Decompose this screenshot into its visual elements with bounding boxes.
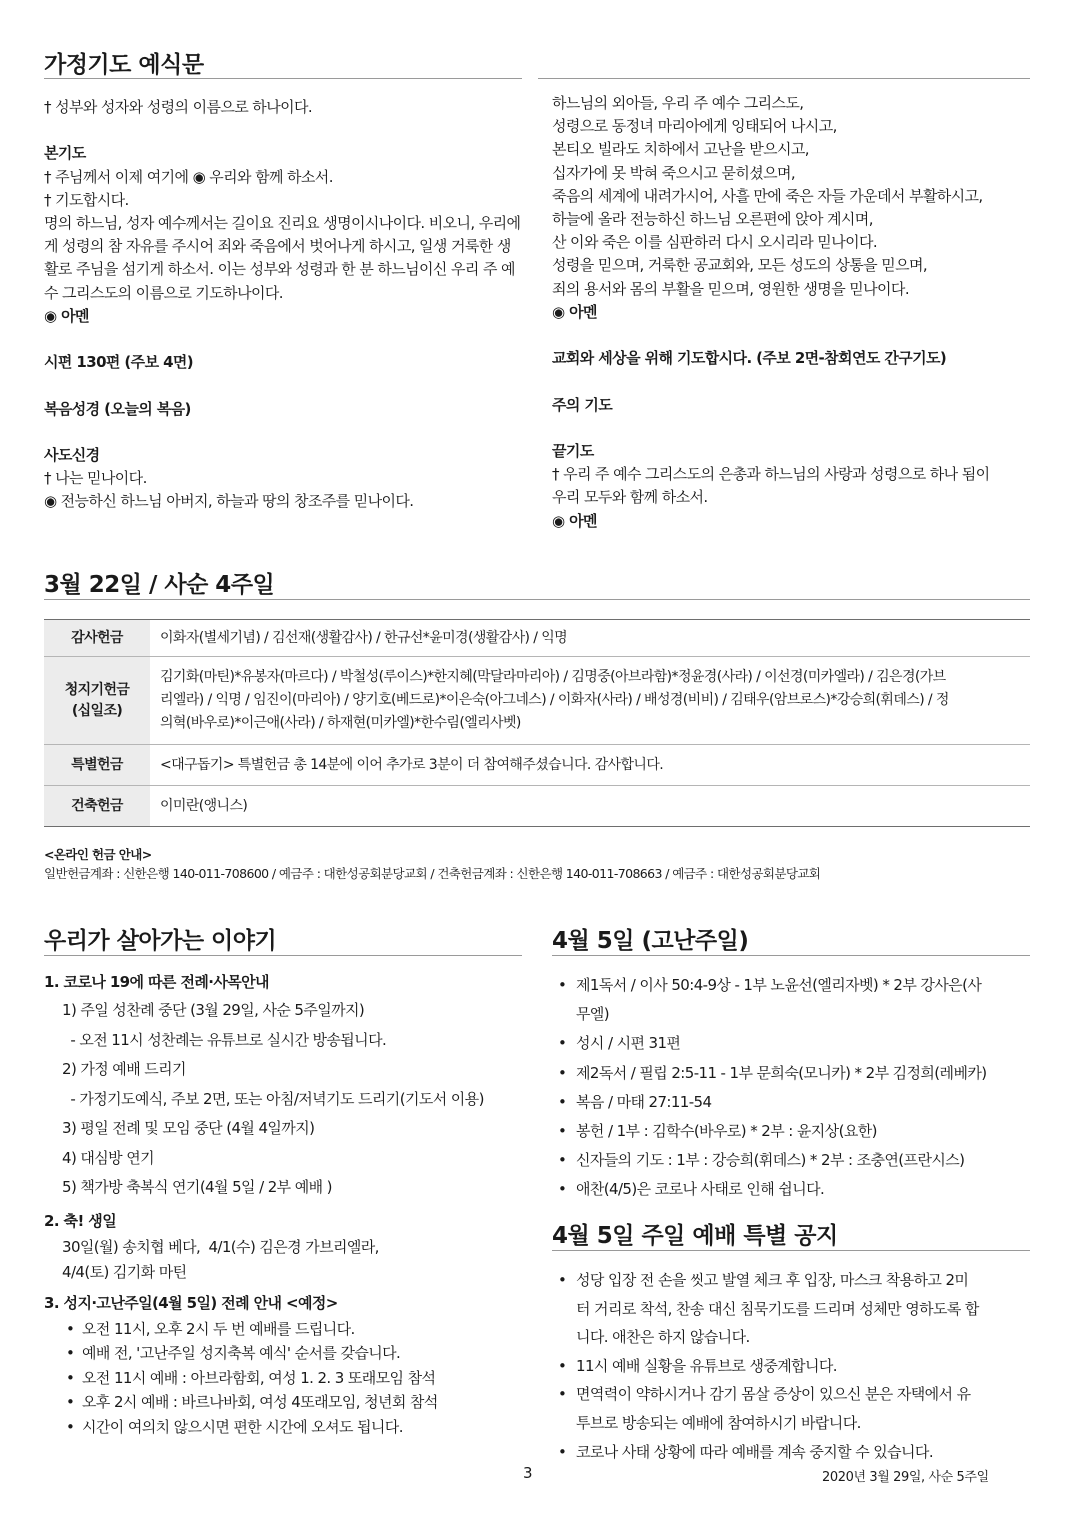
list-item-text: 성시 / 시편 31편	[576, 1034, 681, 1053]
list-item	[552, 1146, 1032, 1175]
liturgy-left-column	[44, 96, 520, 514]
offerings-rule	[44, 599, 1030, 600]
list-item	[552, 1029, 1032, 1058]
bullet-icon: •	[558, 1122, 567, 1141]
table-row	[44, 786, 1030, 827]
spacer	[552, 417, 990, 440]
list-item-text: 제1독서 / 이사 50:4-9상 - 1부 노윤선(엘리자벳) * 2부 강사은(사	[576, 976, 982, 994]
liturgy-line: 게 성령의 참 자유를 주시어 죄와 죽음에서 벗어나게 하시고, 일생 거룩한 생	[44, 237, 511, 256]
offering-label: 감사헌금	[44, 620, 150, 657]
story-heading: 1. 코로나 19에 따른 전례·사목안내	[44, 973, 269, 991]
footer-date: 2020년 3월 29일, 사순 5주일	[822, 1470, 989, 1485]
list-item	[552, 971, 1032, 1029]
list-item	[552, 1352, 1032, 1381]
spacer	[552, 370, 990, 393]
notice-rule	[552, 1250, 1030, 1251]
list-item	[44, 1390, 524, 1415]
liturgy-line: 본티오 빌라도 치하에서 고난을 받으시고,	[552, 140, 809, 159]
spacer	[44, 119, 520, 142]
list-item-text: 11시 예배 실황을 유튜브로 생중계합니다.	[576, 1356, 837, 1375]
liturgy-line: ◉ 전능하신 하느님 아버지, 하늘과 땅의 창조주를 믿나이다.	[44, 492, 414, 511]
liturgy-line: 산 이와 죽은 이를 심판하러 다시 오시리라 믿나이다.	[552, 233, 878, 252]
list-item-text: 봉헌 / 1부 : 김학수(바우로) * 2부 : 윤지상(요한)	[576, 1122, 877, 1141]
story-line: 30일(월) 송치협 베다, 4/1(수) 김은경 가브리엘라,	[62, 1237, 379, 1256]
page-number: 3	[523, 1464, 533, 1482]
list-item-text: 신자들의 기도 : 1부 : 강승희(휘데스) * 2부 : 조충연(프란시스)	[576, 1151, 965, 1170]
list-item-text: 코로나 사태 상황에 따라 예배를 계속 중지할 수 있습니다.	[576, 1442, 933, 1461]
liturgy-line: 활로 주님을 섬기게 하소서. 이는 성부와 성령과 한 분 하느님이신 우리 주 예	[44, 260, 515, 279]
bullet-icon: •	[66, 1417, 75, 1436]
story-line: 1) 주일 성찬례 중단 (3월 29일, 사순 5주일까지)	[62, 1001, 365, 1019]
bullet-icon: •	[66, 1368, 75, 1387]
offering-value: 이화자(별세기념) / 김선재(생활감사) / 한규선*윤미경(생활감사) / 익명	[160, 629, 568, 646]
list-item-text: 성당 입장 전 손을 씻고 발열 체크 후 입장, 마스크 착용하고 2미	[576, 1271, 969, 1289]
spacer	[44, 328, 520, 351]
bullet-icon: •	[66, 1393, 75, 1411]
table-row	[44, 657, 1030, 745]
liturgy-line: 성령을 믿으며, 거룩한 공교회와, 모든 성도의 상통을 믿으며,	[552, 256, 928, 275]
list-item	[552, 1117, 1032, 1146]
offering-value: <대구돕기> 특별헌금 총 14분에 이어 추가로 3분이 더 참여해주셨습니다. 감사합니다.	[150, 745, 1030, 786]
list-item	[552, 1266, 1032, 1352]
liturgy-line: † 기도합시다.	[44, 190, 129, 209]
liturgy-line: 죄의 용서와 몸의 부활을 믿으며, 영원한 생명을 믿나이다.	[552, 279, 909, 298]
stories-rule	[44, 955, 522, 956]
bullet-icon: •	[558, 1356, 567, 1375]
liturgy-left-rule	[44, 78, 522, 79]
list-item-text: 제2독서 / 필립 2:5-11 - 1부 문희숙(모니카) * 2부 김정희(레베카)	[576, 1063, 987, 1082]
list-item-text: 애찬(4/5)은 코로나 사태로 인해 쉽니다.	[576, 1180, 825, 1199]
liturgy-heading: 교회와 세상을 위해 기도합시다. (주보 2면-참회연도 간구기도)	[552, 349, 947, 368]
bullet-icon: •	[558, 1151, 567, 1170]
list-item-text: 투브로 방송되는 예배에 참여하시기 바랍니다.	[576, 1413, 861, 1432]
liturgy-right-column	[552, 92, 990, 533]
spacer	[44, 374, 520, 397]
story-line: 4) 대심방 연기	[62, 1148, 154, 1167]
list-item-text: 시간이 여의치 않으시면 편한 시간에 오셔도 됩니다.	[82, 1417, 403, 1436]
liturgy-line: 죽음의 세계에 내려가시어, 사흘 만에 죽은 자들 가운데서 부활하시고,	[552, 186, 983, 205]
liturgy-line: 우리 모두와 함께 하소서.	[552, 488, 708, 507]
offering-label: 특별헌금	[44, 745, 150, 786]
liturgy-line: 하느님의 외아들, 우리 주 예수 그리스도,	[552, 94, 804, 112]
list-item	[552, 1438, 1032, 1467]
offerings-title: 3월 22일 / 사순 4주일	[44, 572, 275, 598]
story-line: - 오전 11시 성찬례는 유튜브로 실시간 방송됩니다.	[62, 1030, 387, 1049]
notice-list	[552, 1266, 1032, 1466]
list-item	[44, 1366, 524, 1391]
list-item-text: 면역력이 약하시거나 감기 몸살 증상이 있으신 분은 자택에서 유	[576, 1385, 971, 1404]
list-item	[44, 1415, 524, 1440]
story-line: 5) 책가방 축복식 연기(4월 5일 / 2부 예배 )	[62, 1178, 332, 1196]
bullet-icon: •	[558, 1063, 567, 1082]
liturgy-line: 성령으로 동정녀 마리아에게 잉태되어 나시고,	[552, 117, 837, 136]
liturgy-heading: ◉ 아멘	[552, 511, 597, 530]
list-item	[552, 1059, 1032, 1088]
liturgy-heading: ◉ 아멘	[552, 302, 597, 321]
list-item-text: 오후 2시 예배 : 바르나바회, 여성 4또래모임, 청년회 참석	[82, 1393, 438, 1411]
offering-value: 이미란(앵니스)	[150, 786, 1030, 827]
bullet-icon: •	[558, 1442, 567, 1461]
list-item-text: 복음 / 마태 27:11-54	[576, 1092, 712, 1111]
story-line: 4/4(토) 김기화 마틴	[62, 1262, 187, 1281]
april5-list	[552, 971, 1032, 1205]
bullet-icon: •	[558, 1385, 567, 1404]
liturgy-heading: 본기도	[44, 144, 86, 163]
liturgy-line: 명의 하느님, 성자 예수께서는 길이요 진리요 생명이시나이다. 비오니, 우리에	[44, 214, 521, 232]
table-row	[44, 620, 1030, 657]
liturgy-heading: 주의 기도	[552, 395, 613, 414]
april5-title: 4월 5일 (고난주일)	[552, 928, 749, 954]
list-item	[552, 1175, 1032, 1204]
story-heading: 2. 축! 생일	[44, 1211, 117, 1230]
liturgy-line: † 주님께서 이제 여기에 ◉ 우리와 함께 하소서.	[44, 167, 333, 186]
liturgy-heading: 끝기도	[552, 442, 594, 460]
bullet-icon: •	[558, 1092, 567, 1111]
online-offering-title: <온라인 헌금 안내>	[44, 847, 152, 862]
liturgy-heading: 복음성경 (오늘의 복음)	[44, 399, 191, 418]
stories-title: 우리가 살아가는 이야기	[44, 928, 277, 954]
bullet-icon: •	[66, 1344, 75, 1362]
bullet-icon: •	[66, 1319, 75, 1338]
list-item-text: 터 거리로 착석, 찬송 대신 침묵기도를 드리며 성체만 영하도록 합	[576, 1299, 979, 1318]
liturgy-line: 십자가에 못 박혀 죽으시고 묻히셨으며,	[552, 163, 796, 182]
spacer	[552, 324, 990, 347]
liturgy-title: 가정기도 예식문	[44, 52, 204, 78]
offering-label: 건축헌금	[44, 786, 150, 827]
stories-body	[44, 968, 524, 1439]
april5-rule	[552, 955, 1030, 956]
story-line: - 가정기도예식, 주보 2면, 또는 아침/저녁기도 드리기(기도서 이용)	[62, 1089, 484, 1108]
bullet-icon: •	[558, 976, 567, 994]
list-item-text: 무엘)	[576, 1005, 610, 1024]
notice-title: 4월 5일 주일 예배 특별 공지	[552, 1223, 838, 1249]
list-item-text: 오전 11시, 오후 2시 두 번 예배를 드립니다.	[82, 1319, 355, 1338]
liturgy-line: † 성부와 성자와 성령의 이름으로 하나이다.	[44, 98, 313, 116]
liturgy-line: † 우리 주 예수 그리스도의 은총과 하느님의 사랑과 성령으로 하나 됨이	[552, 465, 990, 484]
bullet-icon: •	[558, 1034, 567, 1053]
story-line: 3) 평일 전례 및 모임 중단 (4월 4일까지)	[62, 1119, 315, 1137]
liturgy-heading: ◉ 아멘	[44, 306, 89, 325]
story-line: 2) 가정 예배 드리기	[62, 1060, 186, 1078]
offering-value: 김기화(마틴)*유봉자(마르다) / 박철성(루이스)*한지혜(막달라마리아) / 김명중(아브라함)*정윤경(사라) / 이선경(미카엘라) / 김은경(가브 리엘라) / 익명 / 임진이(마리아) / 양기호(베드로)*이은숙(아그네스) / 이화자(사라) / 배성경(비비) / 김태우(암브로스)*강승희(휘데스) / 정 의혁(바우로)*이근애(사라) / 하재현(미카엘)*한수림(엘리사벳)	[150, 657, 1030, 745]
list-item-text: 예배 전, '고난주일 성지축복 예식' 순서를 갖습니다.	[82, 1344, 401, 1362]
list-item	[552, 1380, 1032, 1437]
spacer	[44, 421, 520, 444]
liturgy-heading: 시편 130편 (주보 4면)	[44, 353, 194, 372]
list-item-text: 오전 11시 예배 : 아브라함회, 여성 1. 2. 3 또래모임 참석	[82, 1368, 436, 1387]
table-row	[44, 745, 1030, 786]
list-item-text: 니다. 애찬은 하지 않습니다.	[576, 1328, 750, 1347]
liturgy-heading: 사도신경	[44, 445, 100, 464]
list-item	[44, 1341, 524, 1366]
online-offering-info: 일반헌금계좌 : 신한은행 140-011-708600 / 예금주 : 대한성공회분당교회 / 건축헌금계좌 : 신한은행 140-011-708663 / 예금주 : 대한성공회분당교회	[44, 866, 821, 881]
list-item	[44, 1317, 524, 1342]
bullet-icon: •	[558, 1180, 567, 1199]
list-item	[552, 1088, 1032, 1117]
liturgy-line: 하늘에 올라 전능하신 하느님 오른편에 앉아 계시며,	[552, 210, 873, 229]
offerings-table	[44, 619, 1030, 827]
liturgy-line: 수 그리스도의 이름으로 기도하나이다.	[44, 283, 283, 302]
story-heading: 3. 성지·고난주일(4월 5일) 전례 안내 <예정>	[44, 1293, 338, 1312]
liturgy-line: † 나는 믿나이다.	[44, 469, 147, 488]
bullet-icon: •	[558, 1271, 567, 1289]
offering-label: 청지기헌금 (십일조)	[44, 657, 150, 745]
liturgy-right-rule	[538, 78, 1030, 79]
